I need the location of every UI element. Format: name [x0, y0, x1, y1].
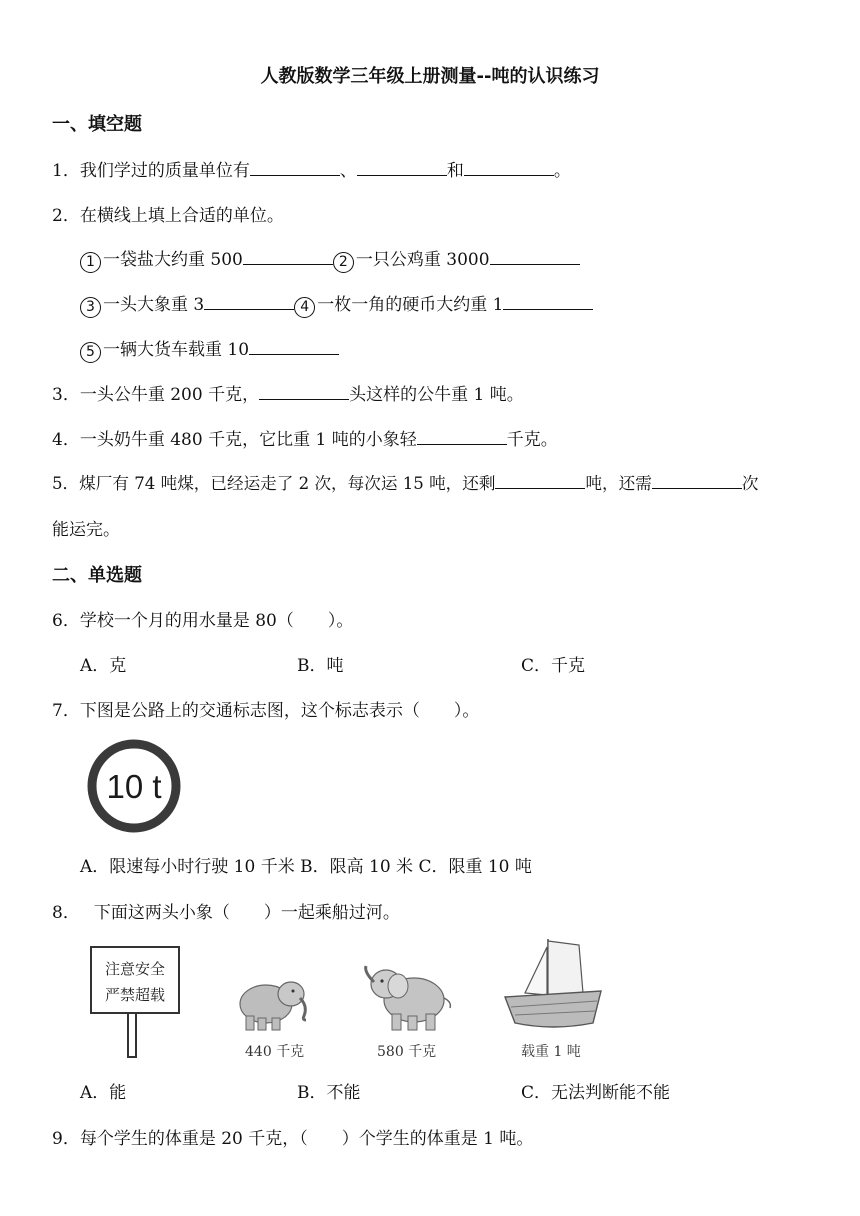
question-2 — [52, 201, 284, 226]
question-number: 1． — [52, 161, 80, 181]
circled-number: 2 — [333, 252, 354, 273]
warning-board-image — [88, 944, 182, 1060]
weight-limit-sign — [86, 738, 182, 834]
question-text: 学校一个月的用水量是 80（ ）。 — [79, 611, 354, 631]
question-number: 9． — [52, 1129, 80, 1149]
item-text: 一头大象重 3 — [103, 295, 205, 315]
separator: 。 — [553, 161, 571, 181]
answer-blank[interactable] — [652, 472, 742, 489]
option-a[interactable]: A．克 — [80, 656, 127, 676]
question-6 — [52, 606, 353, 631]
section-heading-single-choice: 二、单选题 — [52, 565, 142, 586]
answer-blank[interactable] — [249, 338, 339, 355]
option-c[interactable]: C．无法判断能不能 — [521, 1083, 671, 1103]
separator: 和 — [446, 161, 464, 181]
option-c[interactable]: C．千克 — [521, 656, 586, 676]
answer-blank[interactable] — [417, 428, 507, 445]
question-7-options[interactable]: A．限速每小时行驶 10 千米 B．限高 10 米 C．限重 10 吨 — [80, 857, 532, 877]
elephant-small-image — [236, 972, 314, 1032]
question-text: 一头奶牛重 480 千克，它比重 1 吨的小象轻 — [79, 430, 417, 450]
sailboat-image — [503, 935, 603, 1035]
question-text: 下图是公路上的交通标志图，这个标志表示（ ）。 — [79, 701, 480, 721]
section-heading-fill-blank: 一、填空题 — [52, 114, 142, 135]
question-number: 6． — [52, 611, 80, 631]
question-number: 2． — [52, 206, 80, 226]
question-5-continued — [52, 515, 120, 540]
question-1 — [52, 156, 571, 181]
question-number: 5． — [52, 474, 80, 493]
item-text: 一袋盐大约重 500 — [103, 250, 243, 270]
question-text: 我们学过的质量单位有 — [79, 161, 250, 181]
answer-blank[interactable] — [204, 293, 294, 310]
answer-blank[interactable] — [259, 383, 349, 400]
question-text: 下面这两头小象（ ）一起乘船过河。 — [93, 903, 400, 923]
question-text: 煤厂有 74 吨煤，已经运走了 2 次，每次运 15 吨，还剩 — [79, 474, 496, 493]
answer-blank[interactable] — [490, 248, 580, 265]
question-7 — [52, 696, 479, 721]
answer-blank[interactable] — [495, 472, 585, 489]
option-b[interactable]: B．吨 — [297, 656, 344, 676]
question-number: 4． — [52, 430, 80, 450]
answer-blank[interactable] — [503, 293, 593, 310]
separator: 、 — [339, 161, 357, 181]
answer-blank[interactable] — [243, 248, 333, 265]
question-9 — [52, 1124, 533, 1149]
question-number: 7． — [52, 701, 80, 721]
board-line-2: 严禁超载 — [104, 986, 166, 1004]
option-b[interactable]: B．不能 — [297, 1083, 361, 1103]
question-text: 吨，还需 — [585, 474, 652, 493]
question-text: 次 — [741, 474, 759, 493]
question-text: 千克。 — [506, 430, 558, 450]
question-number: 8． — [52, 903, 80, 923]
answer-blank[interactable] — [357, 159, 447, 176]
question-2-row-2 — [80, 290, 593, 318]
option-a[interactable]: A．能 — [80, 1083, 127, 1103]
elephant-2-weight: 580 千克 — [377, 1044, 437, 1060]
question-number: 3． — [52, 385, 80, 405]
boat-capacity: 载重 1 吨 — [521, 1044, 581, 1060]
question-3 — [52, 380, 524, 405]
answer-blank[interactable] — [464, 159, 554, 176]
sign-text: 10 t — [106, 768, 162, 805]
question-2-row-1 — [80, 245, 580, 273]
item-text: 一枚一角的硬币大约重 1 — [317, 295, 504, 315]
question-text: 能运完。 — [52, 520, 120, 540]
item-text: 一辆大货车载重 10 — [103, 340, 250, 360]
question-text: 在横线上填上合适的单位。 — [79, 206, 284, 226]
question-2-row-3 — [80, 335, 339, 363]
item-text: 一只公鸡重 3000 — [355, 250, 490, 270]
answer-blank[interactable] — [250, 159, 340, 176]
board-line-1: 注意安全 — [104, 960, 166, 978]
question-text: 一头公牛重 200 千克， — [79, 385, 260, 405]
circled-number: 1 — [80, 252, 101, 273]
circled-number: 5 — [80, 342, 101, 363]
question-4 — [52, 425, 558, 450]
circled-number: 3 — [80, 297, 101, 318]
question-text: 头这样的公牛重 1 吨。 — [349, 385, 524, 405]
question-text: 每个学生的体重是 20 千克，（ ）个学生的体重是 1 吨。 — [79, 1129, 534, 1149]
elephant-1-weight: 440 千克 — [245, 1044, 305, 1060]
page-title: 人教版数学三年级上册测量--吨的认识练习 — [260, 66, 600, 87]
circled-number: 4 — [294, 297, 315, 318]
question-8 — [52, 898, 400, 923]
elephant-large-image — [362, 962, 454, 1032]
question-5 — [52, 470, 758, 494]
